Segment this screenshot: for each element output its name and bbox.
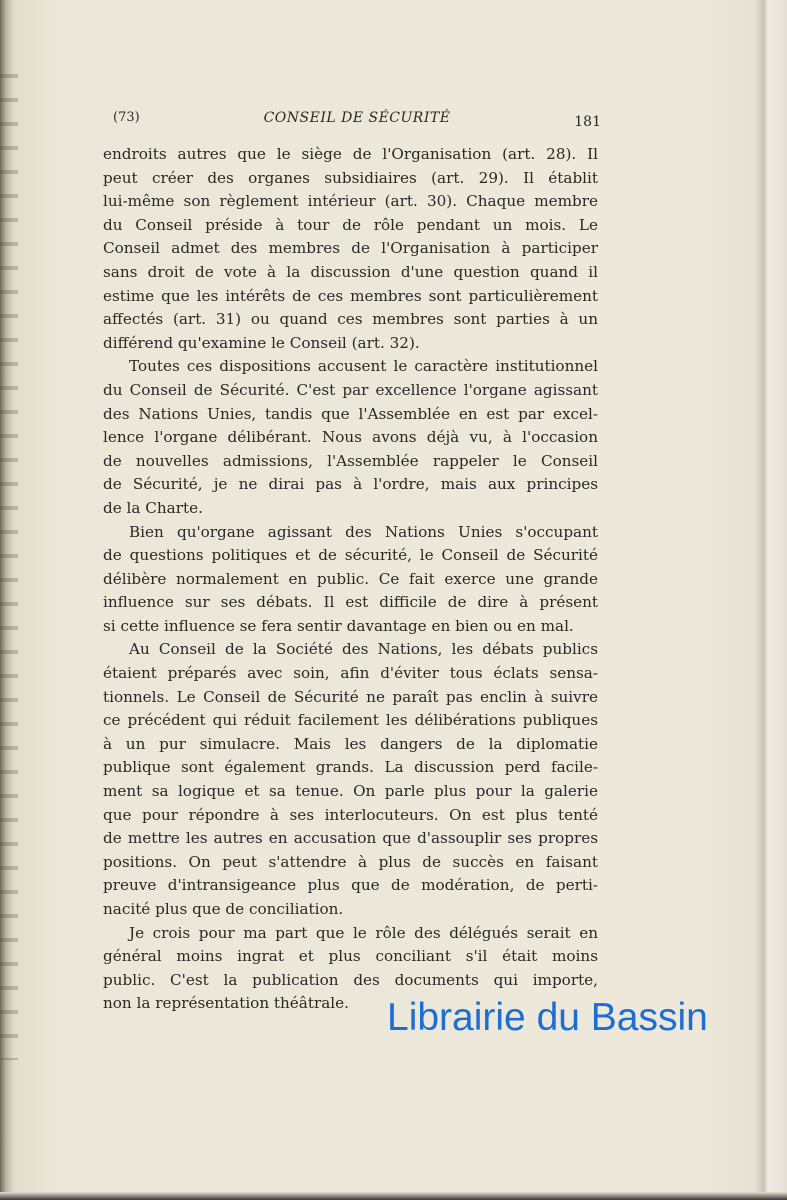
- text-line: lui-même son règlement intérieur (art. 30). Chaque membre: [103, 192, 598, 211]
- text-line: influence sur ses débats. Il est difficile de dire à présent: [103, 593, 598, 612]
- text-line: des Nations Unies, tandis que l'Assemblée en est par excel-: [103, 404, 598, 423]
- facing-page-bleed: [0, 60, 18, 1060]
- text-line: que pour répondre à ses interlocuteurs. On est plus tenté: [103, 805, 598, 824]
- running-header: [113, 110, 601, 132]
- watermark: Librairie du Bassin: [387, 996, 708, 1039]
- text-line: lence l'organe délibérant. Nous avons déjà vu, à l'occasion: [103, 428, 598, 447]
- paragraph: [103, 355, 598, 520]
- text-line: preuve d'intransigeance plus que de modération, de perti-: [103, 876, 598, 895]
- text-line: public. C'est la publication des documents qui importe,: [103, 970, 598, 989]
- text-line: nacité plus que de conciliation.: [103, 900, 344, 918]
- text-line: du Conseil préside à tour de rôle pendant un mois. Le: [103, 215, 598, 234]
- text-line: Je crois pour ma part que le rôle des délégués serait en: [129, 923, 598, 942]
- text-line: de mettre les autres en accusation que d'assouplir ses propres: [103, 829, 598, 848]
- text-line: de questions politiques et de sécurité, le Conseil de Sécurité: [103, 546, 598, 565]
- text-line: Bien qu'organe agissant des Nations Unies s'occupant: [129, 522, 598, 541]
- text-line: de la Charte.: [103, 498, 203, 517]
- text-line: positions. On peut s'attendre à plus de succès en faisant: [103, 852, 598, 871]
- text-line: général moins ingrat et plus conciliant s'il était moins: [103, 947, 598, 966]
- text-line: endroits autres que le siège de l'Organisation (art. 28). Il: [103, 145, 598, 163]
- body-text: [103, 143, 598, 1016]
- text-line: ce précédent qui réduit facilement les délibérations publiques: [103, 711, 598, 730]
- paragraph: [103, 638, 598, 921]
- text-line: affectés (art. 31) ou quand ces membres sont parties à un: [103, 310, 598, 329]
- text-line: étaient préparés avec soin, afin d'éviter tous éclats sensa-: [103, 664, 598, 683]
- page-number: 181: [574, 114, 601, 130]
- text-line: peut créer des organes subsidiaires (art. 29). Il établit: [103, 168, 598, 187]
- text-line: Au Conseil de la Société des Nations, les débats publics: [129, 640, 598, 659]
- paragraph: [103, 143, 598, 355]
- text-line: si cette influence se fera sentir davantage en bien ou en mal.: [103, 616, 574, 635]
- text-line: publique sont également grands. La discussion perd facile-: [103, 758, 598, 777]
- text-line: de Sécurité, je ne dirai pas à l'ordre, mais aux principes: [103, 475, 598, 494]
- running-title: CONSEIL DE SÉCURITÉ: [263, 110, 451, 126]
- text-line: estime que les intérêts de ces membres sont particulièrement: [103, 286, 598, 305]
- section-number: (73): [113, 110, 140, 125]
- text-line: sans droit de vote à la discussion d'une question quand il: [103, 262, 598, 281]
- text-line: différend qu'examine le Conseil (art. 32).: [103, 333, 420, 352]
- text-line: délibère normalement en public. Ce fait exerce une grande: [103, 569, 598, 588]
- text-line: Conseil admet des membres de l'Organisation à participer: [103, 239, 598, 258]
- text-line: à un pur simulacre. Mais les dangers de la diplomatie: [103, 734, 598, 753]
- text-line: tionnels. Le Conseil de Sécurité ne paraît pas enclin à suivre: [103, 687, 598, 706]
- text-line: du Conseil de Sécurité. C'est par excellence l'organe agissant: [103, 380, 598, 399]
- text-line: non la représentation théâtrale.: [103, 994, 349, 1013]
- text-line: Toutes ces dispositions accusent le caractère institutionnel: [129, 357, 598, 376]
- text-line: ment sa logique et sa tenue. On parle plus pour la galerie: [103, 782, 598, 801]
- text-line: de nouvelles admissions, l'Assemblée rappeler le Conseil: [103, 451, 598, 470]
- paragraph: [103, 521, 598, 639]
- page-bottom-shadow: [0, 1192, 787, 1200]
